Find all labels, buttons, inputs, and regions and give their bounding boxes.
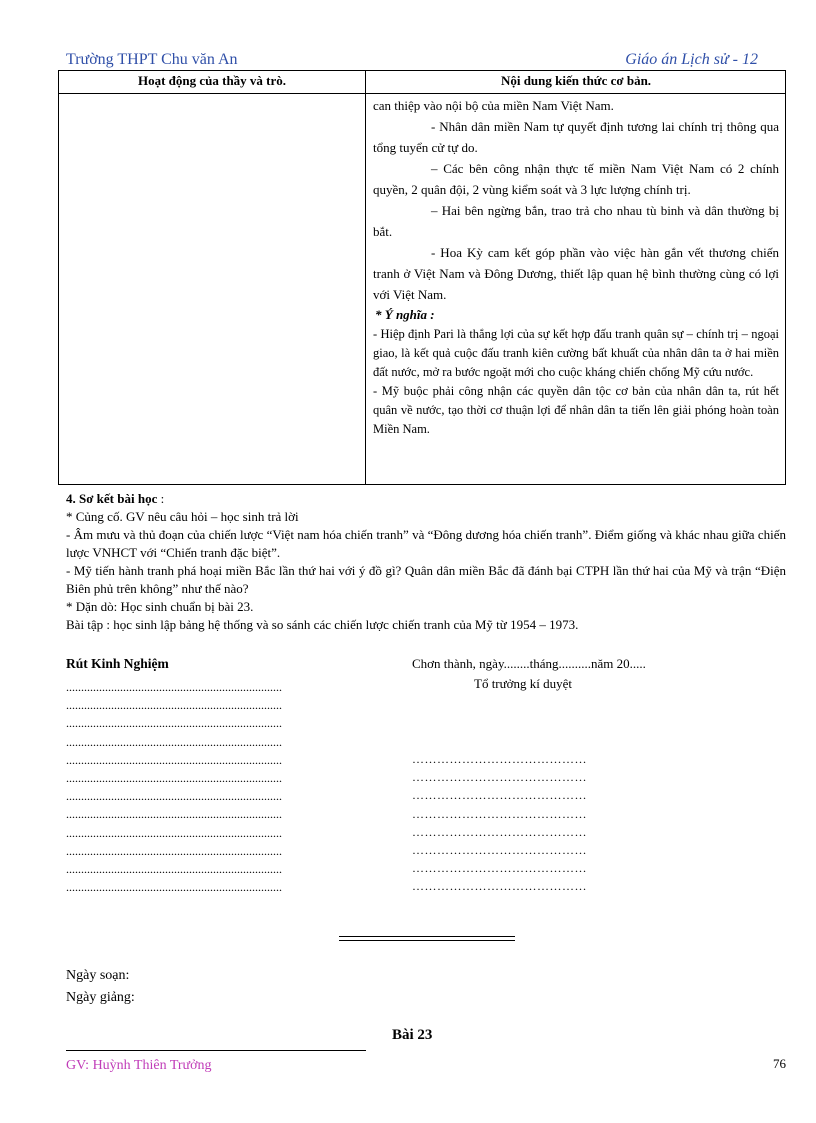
dotted-line: …………………………………… bbox=[412, 788, 587, 803]
teaching-date-label: Ngày giảng: bbox=[66, 990, 135, 1005]
separator-line bbox=[339, 940, 515, 941]
summary-heading bbox=[66, 490, 786, 508]
content-paragraph: – Hai bên ngừng bắn, trao trả cho nhau tù binh và dân thường bị bắt. bbox=[373, 203, 779, 239]
content-paragraph: can thiệp vào nội bộ của miền Nam Việt Nam. bbox=[373, 98, 614, 113]
content-paragraph: – Các bên công nhận thực tế miền Nam Việt Nam có 2 chính quyền, 2 quân đội, 2 vùng kiểm soát và 3 lực lượng chính trị. bbox=[373, 161, 779, 197]
dotted-line: ........................................................................ bbox=[66, 861, 282, 876]
experience-heading: Rút Kinh Nghiệm bbox=[66, 656, 169, 671]
lesson-summary bbox=[66, 490, 786, 634]
dotted-line: ........................................................................ bbox=[66, 698, 282, 713]
dotted-line: ........................................................................ bbox=[66, 843, 282, 858]
dotted-line: …………………………………… bbox=[412, 770, 587, 785]
preparation-date-label: Ngày soạn: bbox=[66, 968, 130, 983]
page-number: 76 bbox=[773, 1056, 786, 1071]
dotted-line: …………………………………… bbox=[412, 824, 587, 839]
dotted-line: …………………………………… bbox=[412, 806, 587, 821]
content-paragraph: - Hoa Kỳ cam kết góp phần vào việc hàn gắn vết thương chiến tranh ở Việt Nam và Đông Dương, thiết lập quan hệ bình thường cùng có lợi với Việt Nam. bbox=[373, 245, 779, 302]
dotted-line: …………………………………… bbox=[412, 879, 587, 894]
significance-item: - Hiệp định Pari là thắng lợi của sự kết hợp đấu tranh quân sự – chính trị – ngoại giao, là kết quả cuộc đấu tranh kiên cường bất khuất của nhân dân ta ở hai miền đất nước, mở ra bước ngoặt mới cho cuộc kháng chiến chống Mỹ cứu nước. bbox=[373, 327, 779, 379]
approval-label: Tổ trưởng kí duyệt bbox=[474, 676, 573, 691]
column-divider bbox=[365, 71, 366, 484]
summary-line: Bài tập : học sinh lập bảng hệ thống và so sánh các chiến lược chiến tranh của Mỹ từ 1954 – 1973. bbox=[66, 617, 579, 632]
summary-line: * Dặn dò: Học sinh chuẩn bị bài 23. bbox=[66, 599, 254, 614]
dotted-line: ........................................................................ bbox=[66, 680, 282, 694]
next-lesson-title: Bài 23 bbox=[392, 1027, 433, 1043]
dotted-line: …………………………………… bbox=[412, 752, 587, 766]
dotted-line: ........................................................................ bbox=[66, 789, 282, 804]
teacher-name: GV: Huỳnh Thiên Trưởng bbox=[66, 1058, 212, 1073]
footer-rule bbox=[66, 1050, 366, 1051]
significance-heading: * Ý nghĩa : bbox=[375, 307, 435, 322]
content-cell bbox=[373, 95, 779, 439]
dotted-line: ........................................................................ bbox=[66, 880, 282, 895]
dotted-line: ........................................................................ bbox=[66, 716, 282, 731]
dotted-line: …………………………………… bbox=[412, 861, 587, 876]
date-place-line: Chơn thành, ngày........tháng..........năm 20..... bbox=[412, 656, 646, 671]
subject-title: Giáo án Lịch sử - 12 bbox=[625, 51, 758, 68]
approval-dotted-lines bbox=[412, 750, 646, 896]
summary-line: * Củng cố. GV nêu câu hỏi – học sinh trả lời bbox=[66, 509, 299, 524]
dotted-line: …………………………………… bbox=[412, 842, 587, 857]
school-name: Trường THPT Chu văn An bbox=[66, 51, 238, 68]
summary-title-suffix: : bbox=[157, 491, 165, 506]
dotted-line: ........................................................................ bbox=[66, 734, 282, 749]
content-column-header: Nội dung kiến thức cơ bản. bbox=[500, 73, 652, 88]
dotted-line: ........................................................................ bbox=[66, 825, 282, 840]
header-divider bbox=[59, 93, 785, 94]
dotted-line: ........................................................................ bbox=[66, 807, 282, 822]
lesson-table bbox=[58, 70, 786, 485]
significance-item: - Mỹ buộc phải công nhận các quyền dân tộc cơ bản của nhân dân ta, rút hết quân về nước, tạo thời cơ thuận lợi để nhân dân ta tiến lên giải phóng hoàn toàn Miền Nam. bbox=[373, 384, 779, 436]
summary-title: 4. Sơ kết bài học bbox=[66, 491, 158, 506]
content-paragraph: - Nhân dân miền Nam tự quyết định tương lai chính trị thông qua tổng tuyển cử tự do. bbox=[373, 119, 779, 155]
experience-dotted-lines bbox=[66, 678, 342, 896]
summary-line: - Mỹ tiến hành tranh phá hoại miền Bắc lần thứ hai với ý đồ gì? Quân dân miền Bắc đã đánh bại CTPH lần thứ hai của Mỹ và trận “Điện Biên phủ trên không” như thế nào? bbox=[66, 563, 786, 596]
dotted-line: ........................................................................ bbox=[66, 770, 282, 785]
activity-column-header: Hoạt động của thầy và trò. bbox=[137, 73, 287, 88]
separator-line bbox=[339, 936, 515, 937]
dotted-line: ........................................................................ bbox=[66, 752, 282, 767]
summary-line: - Âm mưu và thủ đoạn của chiến lược “Việt nam hóa chiến tranh” và “Đông dương hóa chiến tranh”. Điểm giống và khác nhau giữa chiến lược VNHCT với “Chiến tranh đặc biệt”. bbox=[66, 527, 786, 560]
